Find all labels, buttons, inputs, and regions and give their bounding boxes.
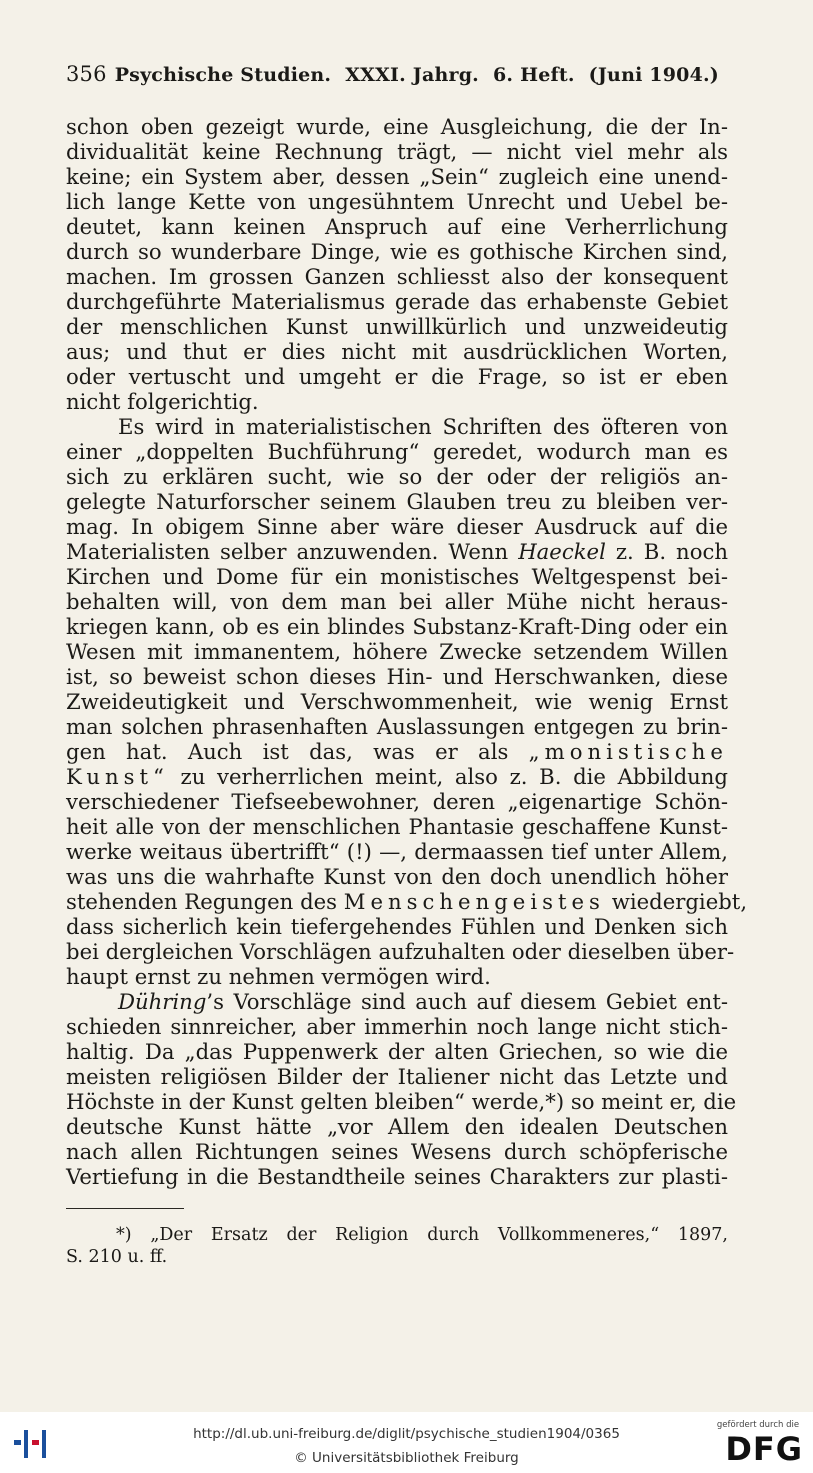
text-segment: gen hat. Auch ist das, was er als — [66, 739, 509, 764]
source-url[interactable]: http://dl.ub.uni-freiburg.de/diglit/psychische_studien1904/0365 — [193, 1426, 620, 1442]
text-segment: wiedergiebt, — [611, 889, 748, 914]
dfg-logo: DFG — [725, 1430, 803, 1468]
issue-date: (Juni 1904.) — [588, 64, 719, 86]
dfg-caption: gefördert durch die — [716, 1420, 800, 1430]
emphasis-name: Haeckel — [518, 539, 606, 564]
text-line: Höchste in der Kunst gelten bleiben“ werde,*) so meint er, die — [66, 1089, 737, 1114]
text-line: verschiedener Tiefseebewohner, deren „eigenartige Schön- — [66, 789, 728, 814]
issue: 6. Heft. — [493, 64, 575, 86]
text-line: machen. Im grossen Ganzen schliesst also der konsequent — [66, 264, 728, 289]
emphasis-name: Dühring — [118, 989, 207, 1014]
footnote — [66, 1224, 728, 1268]
text-line: nach allen Richtungen seines Wesens durch schöpferische — [66, 1139, 728, 1164]
journal-title: Psychische Studien. — [114, 64, 332, 86]
text-line: nicht folgerichtig. — [66, 389, 259, 414]
text-line: haltig. Da „das Puppenwerk der alten Griechen, so wie die — [66, 1039, 728, 1064]
text-line: deutet, kann keinen Anspruch auf eine Verherrlichung — [66, 214, 728, 239]
text-line — [66, 764, 728, 789]
text-line: deutsche Kunst hätte „vor Allem den idealen Deutschen — [66, 1114, 728, 1139]
text-line: dividualität keine Rechnung trägt, — nicht viel mehr als — [66, 139, 728, 164]
footnote-line: S. 210 u. ff. — [66, 1247, 168, 1267]
text-line: Wesen mit immanentem, höhere Zwecke setzendem Willen — [66, 639, 728, 664]
running-header — [66, 62, 731, 86]
text-line: bei dergleichen Vorschlägen aufzuhalten oder dieselben über- — [66, 939, 735, 964]
text-segment: Materialisten selber anzuwenden. Wenn — [66, 539, 509, 564]
spaced-emphasis: Menschengeistes — [343, 889, 605, 914]
text-segment: ’s Vorschläge sind auch auf diesem Gebiet ent- — [206, 989, 728, 1014]
text-line: werke weitaus übertrifft“ (!) —, dermaassen tief unter Allem, — [66, 839, 728, 864]
text-line — [66, 889, 748, 914]
text-line: aus; und thut er dies nicht mit ausdrücklichen Worten, — [66, 339, 728, 364]
footnote-line: *) „Der Ersatz der Religion durch Vollkommeneres,“ 1897, — [116, 1225, 728, 1245]
volume: XXXI. Jahrg. — [345, 64, 480, 86]
text-line: schieden sinnreicher, aber immerhin noch lange nicht stich- — [66, 1014, 728, 1039]
text-line — [66, 539, 728, 564]
text-line: durch so wunderbare Dinge, wie es gothische Kirchen sind, — [66, 239, 728, 264]
text-line: schon oben gezeigt wurde, eine Ausgleichung, die der In- — [66, 114, 728, 139]
text-segment: z. B. noch — [615, 539, 728, 564]
footnote-rule — [66, 1208, 184, 1209]
copyright-notice: © Universitätsbibliothek Freiburg — [294, 1450, 519, 1466]
text-line: lich lange Kette von ungesühntem Unrecht und Uebel be- — [66, 189, 728, 214]
text-line: ist, so beweist schon dieses Hin- und Herschwanken, diese — [66, 664, 728, 689]
text-line: heit alle von der menschlichen Phantasie geschaffene Kunst- — [66, 814, 728, 839]
spaced-emphasis: „monistische — [528, 739, 728, 764]
text-line: dass sicherlich kein tiefergehendes Fühlen und Denken sich — [66, 914, 728, 939]
text-line: sich zu erklären sucht, wie so der oder der religiös an- — [66, 464, 728, 489]
text-line: Zweideutigkeit und Verschwommenheit, wie wenig Ernst — [66, 689, 728, 714]
text-segment: stehenden Regungen des — [66, 889, 338, 914]
text-line: keine; ein System aber, dessen „Sein“ zugleich eine unend- — [66, 164, 728, 189]
text-line: haupt ernst zu nehmen vermögen wird. — [66, 964, 491, 989]
text-line — [66, 989, 728, 1014]
text-line: mag. In obigem Sinne aber wäre dieser Ausdruck auf die — [66, 514, 728, 539]
text-line: oder vertuscht und umgeht er die Frage, so ist er eben — [66, 364, 728, 389]
text-line: kriegen kann, ob es ein blindes Substanz-Kraft-Ding oder ein — [66, 614, 728, 639]
text-line: einer „doppelten Buchführung“ geredet, wodurch man es — [66, 439, 728, 464]
text-line: man solchen phrasenhaften Auslassungen entgegen zu brin- — [66, 714, 728, 739]
text-line: was uns die wahrhafte Kunst von den doch unendlich höher — [66, 864, 728, 889]
text-line: Kirchen und Dome für ein monistisches Weltgespenst bei- — [66, 564, 728, 589]
viewer-footer — [0, 1412, 813, 1473]
text-line: durchgeführte Materialismus gerade das erhabenste Gebiet — [66, 289, 728, 314]
text-line — [66, 739, 728, 764]
text-line: der menschlichen Kunst unwillkürlich und unzweideutig — [66, 314, 728, 339]
text-line: meisten religiösen Bilder der Italiener nicht das Letzte und — [66, 1064, 728, 1089]
spaced-emphasis: Kunst“ — [66, 764, 169, 789]
text-line: Vertiefung in die Bestandtheile seines Charakters zur plasti- — [66, 1164, 728, 1189]
body-text — [66, 114, 748, 1189]
text-segment: zu verherrlichen meint, also z. B. die Abbildung — [180, 764, 728, 789]
page-number: 356 — [66, 62, 107, 86]
text-line: behalten will, von dem man bei aller Mühe nicht heraus- — [66, 589, 728, 614]
text-line: gelegte Naturforscher seinem Glauben treu zu bleiben ver- — [66, 489, 728, 514]
text-line: Es wird in materialistischen Schriften des öfteren von — [118, 414, 728, 439]
